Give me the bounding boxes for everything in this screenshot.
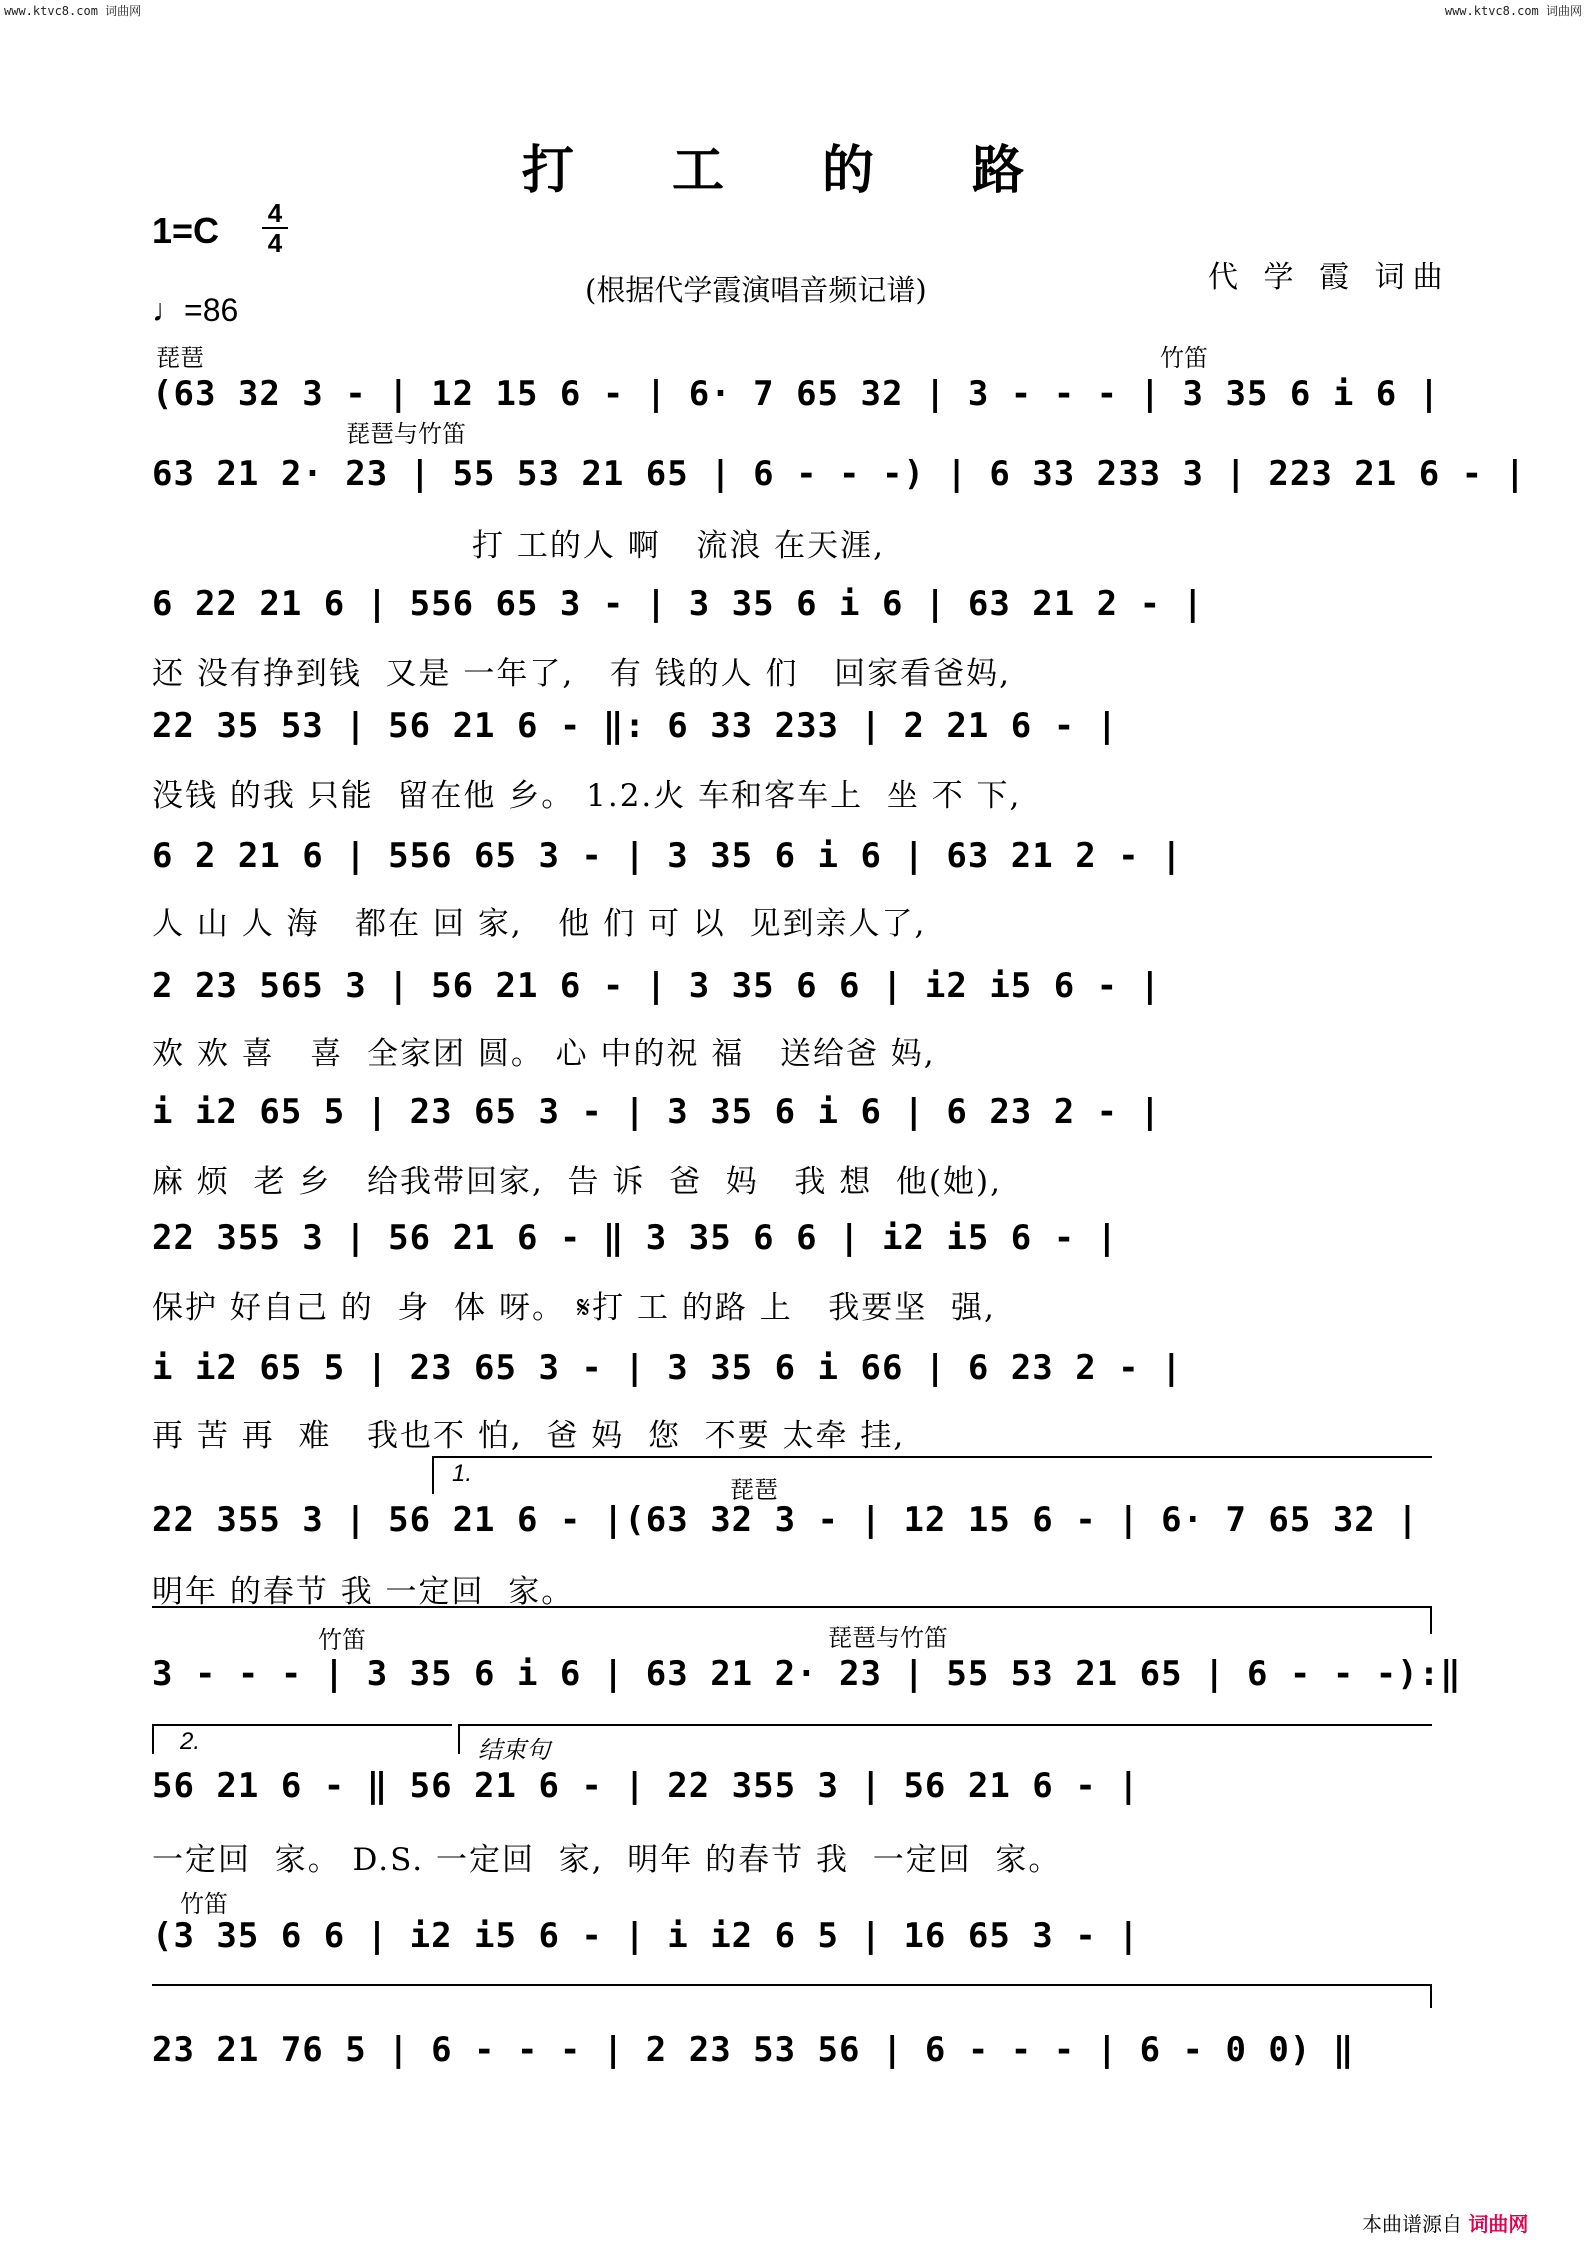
source-footer <box>1362 2208 1528 2237</box>
lyrics-line-5: 人 山 人 海 都在 回 家, 他 们 可 以 见到亲人了, <box>152 906 927 942</box>
instrument-label: 琵琶与竹笛 <box>346 421 466 448</box>
lyrics-line-8: 保护 好自己 的 身 体 呀。 𝄋打 工 的路 上 我要坚 强, <box>152 1290 996 1326</box>
lyrics-line-7: 麻 烦 老 乡 给我带回家, 告 诉 爸 妈 我 想 他(她), <box>152 1164 1002 1200</box>
coda-bracket-edge <box>458 1724 460 1754</box>
instrument-label: 竹笛 <box>180 1891 228 1918</box>
tempo-marking: ♩=86 <box>152 292 239 328</box>
ending-bracket-end <box>1430 1984 1432 2008</box>
notation-line-14: 23 21 76 5 | 6 - - - | 2 23 53 56 | 6 - - - | 6 - 0 0) ‖ <box>152 2030 1355 2070</box>
notation-line-7: i i2 65 5 | 23 65 3 - | 3 35 6 i 6 | 6 23 2 - | <box>152 1092 1162 1132</box>
site-watermark-left: www.ktvc8.com 词曲网 <box>4 4 142 18</box>
notation-line-1: (63 32 3 - | 12 15 6 - | 6· 7 65 32 | 3 - - - | 3 35 6 i 6 | <box>152 374 1441 414</box>
ending-bracket <box>152 1984 1432 1986</box>
subtitle: (根据代学霞演唱音频记谱) <box>585 273 927 307</box>
notation-line-13: (3 35 6 6 | i2 i5 6 - | i i2 6 5 | 16 65 3 - | <box>152 1916 1140 1956</box>
notation-line-12: 56 21 6 - ‖ 56 21 6 - | 22 355 3 | 56 21 6 - | <box>152 1766 1140 1806</box>
volta-label-2: 2. <box>180 1728 201 1755</box>
instrument-label: 琵琶 <box>156 345 204 372</box>
meter-bottom: 4 <box>267 228 283 258</box>
lyrics-line-4: 没钱 的我 只能 留在他 乡。 1.2.火 车和客车上 坐 不 下, <box>152 778 1022 814</box>
footer-source: 本曲谱源自 <box>1362 2212 1462 2236</box>
footer-brand: 词曲网 <box>1468 2212 1529 2236</box>
volta-bracket-1 <box>432 1456 1432 1458</box>
notation-line-5: 6 2 21 6 | 556 65 3 - | 3 35 6 i 6 | 63 21 2 - | <box>152 836 1183 876</box>
instrument-label: 琵琶 <box>730 1477 778 1504</box>
notation-line-10: 22 355 3 | 56 21 6 - |(63 32 3 - | 12 15 6 - | 6· 7 65 32 | <box>152 1500 1419 1540</box>
lyrics-line-10: 明年 的春节 我 一定回 家。 <box>152 1574 575 1610</box>
song-title: 打 工 的 路 <box>521 140 1065 201</box>
volta-bracket-2 <box>152 1724 452 1726</box>
composer-credit: 代 学 霞 词曲 <box>1208 260 1451 295</box>
lyrics-line-9: 再 苦 再 难 我也不 怕, 爸 妈 您 不要 太牵 挂, <box>152 1418 906 1454</box>
lyrics-line-3: 还 没有挣到钱 又是 一年了, 有 钱的人 们 回家看爸妈, <box>152 656 1011 692</box>
site-watermark-right: www.ktvc8.com 词曲网 <box>1444 4 1582 18</box>
coda-bracket <box>458 1724 1432 1726</box>
notation-line-3: 6 22 21 6 | 556 65 3 - | 3 35 6 i 6 | 63 21 2 - | <box>152 584 1205 624</box>
notation-line-11: 3 - - - | 3 35 6 i 6 | 63 21 2· 23 | 55 53 21 65 | 6 - - -):‖ <box>152 1654 1462 1694</box>
volta-bracket-2-edge <box>152 1724 154 1754</box>
instrument-label: 结束句 <box>478 1737 550 1764</box>
notation-line-8: 22 355 3 | 56 21 6 - ‖ 3 35 6 6 | i2 i5 6 - | <box>152 1218 1119 1258</box>
instrument-label: 竹笛 <box>318 1627 366 1654</box>
lyrics-line-6: 欢 欢 喜 喜 全家团 圆。 心 中的祝 福 送给爸 妈, <box>152 1036 936 1072</box>
notation-line-9: i i2 65 5 | 23 65 3 - | 3 35 6 i 66 | 6 23 2 - | <box>152 1348 1183 1388</box>
lyrics-line-12: 一定回 家。 D.S. 一定回 家, 明年 的春节 我 一定回 家。 <box>152 1842 1062 1878</box>
key-signature: 1=C <box>152 210 220 251</box>
instrument-label: 竹笛 <box>1160 345 1208 372</box>
notation-line-2: 63 21 2· 23 | 55 53 21 65 | 6 - - -) | 6 33 233 3 | 223 21 6 - | <box>152 454 1527 494</box>
notation-line-4: 22 35 53 | 56 21 6 - ‖: 6 33 233 | 2 21 6 - | <box>152 706 1119 746</box>
time-signature <box>262 200 288 256</box>
notation-line-6: 2 23 565 3 | 56 21 6 - | 3 35 6 6 | i2 i5 6 - | <box>152 966 1162 1006</box>
meter-top: 4 <box>267 198 283 228</box>
volta-label-1: 1. <box>452 1460 473 1487</box>
lyrics-line-2: 打 工的人 啊 流浪 在天涯, <box>152 528 886 564</box>
volta-bracket-1-edge <box>432 1456 434 1494</box>
instrument-label: 琵琶与竹笛 <box>828 1625 948 1652</box>
